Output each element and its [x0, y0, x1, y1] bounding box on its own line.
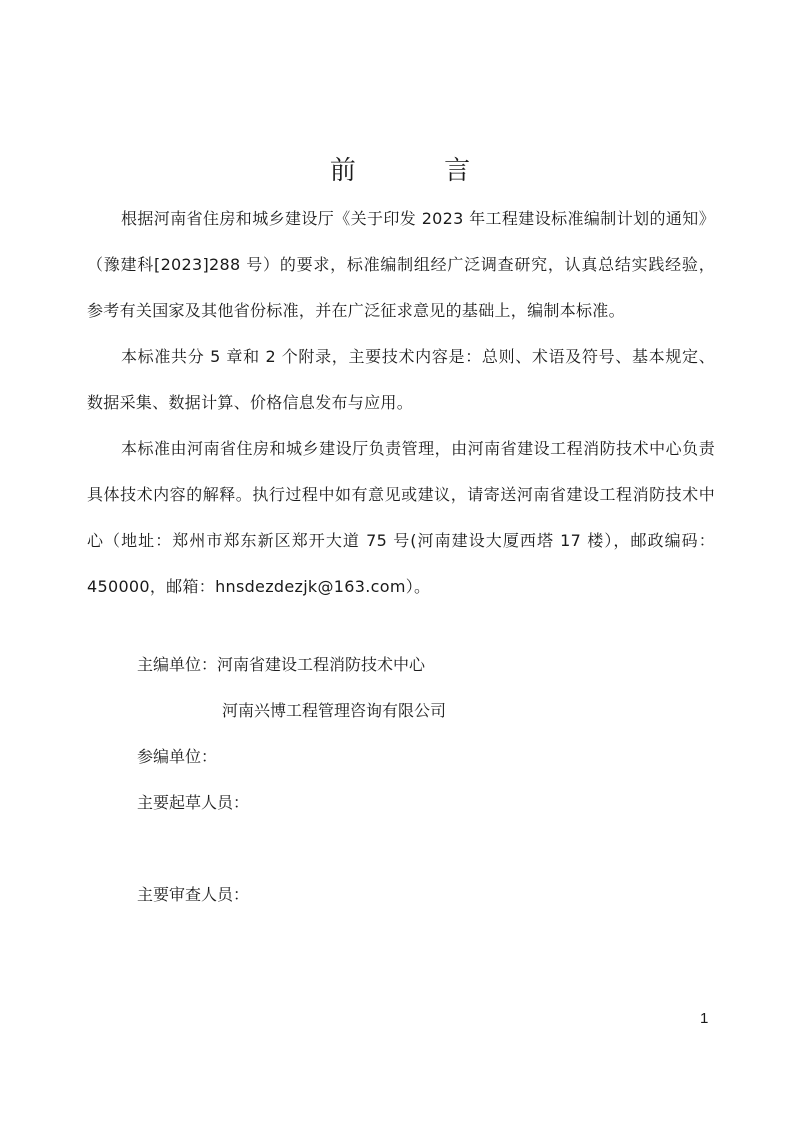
reviewers-label: 主要审查人员：: [137, 885, 250, 904]
chief-unit-name-2: 河南兴博工程管理咨询有限公司: [222, 701, 447, 720]
page-number: 1: [700, 1010, 709, 1027]
chief-unit-name-1: 河南省建设工程消防技术中心: [217, 655, 426, 674]
page-title: 前 言: [329, 156, 511, 186]
paragraph-contents: 本标准共分 5 章和 2 个附录，主要技术内容是：总则、术语及符号、基本规定、数据采集、数据计算、价格信息发布与应用。: [87, 347, 715, 412]
foreword-body: [87, 196, 715, 610]
paragraph-management: 本标准由河南省住房和城乡建设厅负责管理，由河南省建设工程消防技术中心负责具体技术内容的解释。执行过程中如有意见或建议，请寄送河南省建设工程消防技术中心（地址：郑州市郑东新区郑开大道 75 号(河南建设大厦西塔 17 楼），邮政编码：450000，邮箱：hnsdezdezjk@163.com）。: [87, 439, 715, 596]
credits-block: [137, 642, 446, 918]
drafters-label: 主要起草人员：: [137, 793, 250, 812]
participating-unit-label: 参编单位：: [137, 747, 218, 766]
chief-unit-line: [137, 642, 446, 688]
spacer: [137, 826, 446, 872]
paragraph-compilation-basis: 根据河南省住房和城乡建设厅《关于印发 2023 年工程建设标准编制计划的通知》（豫建科[2023]288 号）的要求，标准编制组经广泛调查研究，认真总结实践经验，参考有关国家及其他省份标准，并在广泛征求意见的基础上，编制本标准。: [87, 209, 715, 320]
chief-unit-label: 主编单位：: [137, 655, 218, 674]
